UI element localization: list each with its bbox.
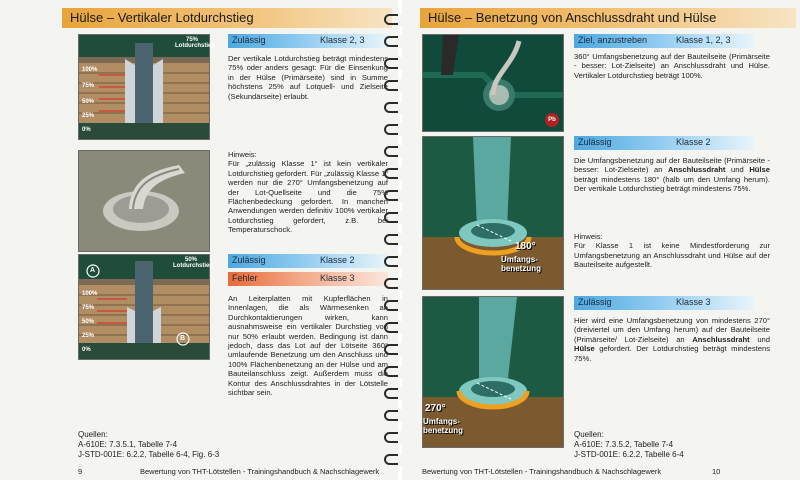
status-tag-fehler-k3: [228, 272, 388, 286]
cross-section-photo-50: [78, 254, 213, 360]
status-tag-zulaessig-k23: [228, 34, 388, 48]
photo3-lotdurchstieg-label: 50% Lotdurchstieg: [173, 257, 213, 269]
pct-0-label: 0%: [82, 127, 91, 133]
pct-25-label: 25%: [82, 113, 95, 119]
text-block-1: [228, 54, 388, 101]
soldering-photo: [422, 34, 564, 132]
status-label: Zulässig: [232, 255, 266, 265]
text-part: und: [749, 334, 770, 344]
text-paragraph: [574, 156, 770, 194]
text-block-2: [228, 294, 388, 397]
soldering-illustration: [423, 35, 563, 131]
pct-100-label: 100%: [82, 291, 98, 297]
text-bold: Hülse: [749, 165, 770, 175]
hinweis-title: Hinweis:: [228, 150, 257, 159]
text-block-r1: [574, 52, 770, 80]
text-bold: Anschlussdraht: [692, 334, 750, 344]
status-label: Fehler: [232, 273, 258, 283]
status-label: Ziel, anzustreben: [578, 35, 648, 45]
text-paragraph: [574, 316, 770, 363]
left-page-title: Hülse – Vertikaler Lotdurchstieg: [70, 10, 254, 25]
hinweis-block-left: [228, 150, 388, 235]
text-part: und: [725, 165, 750, 175]
pct-75-label: 75%: [82, 305, 95, 311]
wetting-180-photo: [422, 136, 564, 290]
text-paragraph: An Leiterplatten mit Kupferflächen in Innenlagen, die als Wärmesenken an Durchkontaktierungen wirken, kann ausnahmsweise ein vertikaler Durchstieg von nur 50% erlaubt werden. Bedingung ist dann jedoch, dass das Lot auf der Lötseite 360° umlaufende Benetzung um den Anschluss und 100% Flächenbenetzung an der Hülse und am Bauteilanschluss zeigt. Außerdem muss die Kontur des Anschlussdrahtes in der Lötstelle sichtbar sein.: [228, 294, 388, 398]
pct-50-label: 50%: [82, 319, 95, 325]
status-label: Zulässig: [578, 297, 612, 307]
umfangsbenetzung-270-label: Umfangs-benetzung: [423, 417, 463, 435]
solder-joint-illustration: [79, 151, 209, 251]
text-part: beträgt mindestens 180° (halb um den Umfang herum). Der vertikale Lotdurchstieg beträgt mindestens 75%.: [574, 174, 770, 194]
cross-section-photo-75: [78, 34, 215, 140]
text-part: Die Umfangsbenetzung auf der Bauteilseite (Primärseite - besser: Lot-Zielseite) an: [574, 156, 770, 175]
quellen-item: A-610E: 7.3.5.2, Tabelle 7-4: [574, 440, 674, 449]
status-tag-ziel-k123: [574, 34, 754, 48]
text-block-r3: [574, 316, 770, 363]
quellen-right: [574, 430, 794, 460]
klasse-label: Klasse 2: [320, 255, 355, 265]
status-tag-zulaessig-k3-right: [574, 296, 754, 310]
footer-left: Bewertung von THT-Lötstellen - Trainingshandbuch & Nachschlagewerk: [140, 467, 380, 476]
hinweis-title: Hinweis:: [574, 232, 603, 241]
quellen-item: J-STD-001E: 6.2.2, Tabelle 6-4: [574, 450, 684, 459]
hinweis-text: Für „zulässig Klasse 1“ ist kein vertikaler Lotdurchstieg gefordert. Für „zulässig Klasse 1“ werden nur die 270° Umfangsbenetzung auf der Lot-Quellseite und die 75% Flächenbedeckung gefordert. In manchen Anwendungen werden definitiv 100% vertikaler Lotdurchstieg gefordert, z.B. bei Temperaturschock.: [228, 159, 388, 235]
quellen-title: Quellen:: [78, 430, 108, 439]
marker-a: A: [90, 267, 96, 274]
left-page: [0, 0, 398, 480]
wetting-270-photo: [422, 296, 564, 448]
page-number-right: 10: [712, 467, 721, 476]
text-block-r2: [574, 156, 770, 194]
text-paragraph: Der vertikale Lotdurchstieg beträgt mindestens 75% oder anders gesagt: Für die Einsenkung in der Hülse (Primärseite) sind in Summe höchstens 25% auf Lotquell- und Zielseite (Sekundärseite) erlaubt.: [228, 54, 388, 101]
status-tag-zulaessig-k2: [228, 254, 388, 268]
quellen-item: J-STD-001E: 6.2.2, Tabelle 6-4, Fig. 6-3: [78, 450, 220, 459]
deg-180-label: 180°: [515, 241, 536, 252]
text-paragraph: 360° Umfangsbenetzung auf der Bauteilseite (Primärseite - besser: Lot-Zielseite) an Anschlussdraht und Hülse. Vertikaler Lotdurchstieg beträgt 100%.: [574, 52, 770, 80]
pct-0-label: 0%: [82, 347, 91, 353]
photo1-lotdurchstieg-label: 75% Lotdurchstieg: [175, 37, 215, 49]
status-label: Zulässig: [232, 35, 266, 45]
klasse-label: Klasse 2, 3: [320, 35, 365, 45]
status-label: Zulässig: [578, 137, 612, 147]
hinweis-block-right: [574, 232, 770, 270]
footer-right: Bewertung von THT-Lötstellen - Trainingshandbuch & Nachschlagewerk: [422, 467, 662, 476]
left-page-header: [62, 8, 392, 28]
text-bold: Hülse: [574, 344, 595, 354]
pct-75-label: 75%: [82, 83, 95, 89]
text-part: gefordert. Der Lotdurchstieg beträgt mindestens 75%.: [574, 344, 770, 363]
marker-b: B: [180, 335, 186, 342]
cross-section-50-illustration: [79, 255, 213, 359]
klasse-label: Klasse 3: [320, 273, 355, 283]
pct-25-label: 25%: [82, 333, 95, 339]
klasse-label: Klasse 3: [676, 297, 711, 307]
page-number-left: 9: [78, 467, 83, 476]
cross-section-75-illustration: [79, 35, 215, 139]
right-page-title: Hülse – Benetzung von Anschlussdraht und Hülse: [428, 10, 717, 25]
status-tag-zulaessig-k2-right: [574, 136, 754, 150]
text-bold: Anschlussdraht: [668, 165, 726, 175]
deg-270-label: 270°: [425, 403, 446, 414]
quellen-title: Quellen:: [574, 430, 604, 439]
quellen-left: [78, 430, 378, 460]
umfangsbenetzung-180-label: Umfangs-benetzung: [501, 255, 541, 273]
right-page-header: [420, 8, 796, 28]
lead-free-badge: Pb: [545, 113, 559, 127]
hinweis-text: Für Klasse 1 ist keine Mindestforderung zur Umfangsbenetzung an Anschlussdraht und Hülse auf der Bauteilseite aufgestellt.: [574, 241, 770, 270]
quellen-item: A-610E: 7.3.5.1, Tabelle 7-4: [78, 440, 178, 449]
solder-joint-photo: [78, 150, 210, 252]
pct-50-label: 50%: [82, 99, 95, 105]
pct-100-label: 100%: [82, 67, 98, 73]
right-page: [402, 0, 800, 480]
klasse-label: Klasse 2: [676, 137, 711, 147]
text-part: Hier wird eine Umfangsbenetzung von mindestens 270° (dreiviertel um den Umfang herum) auf der Bauteilseite (Primärseite/ Lot-Zielseite) an: [574, 316, 770, 344]
klasse-label: Klasse 1, 2, 3: [676, 35, 731, 45]
